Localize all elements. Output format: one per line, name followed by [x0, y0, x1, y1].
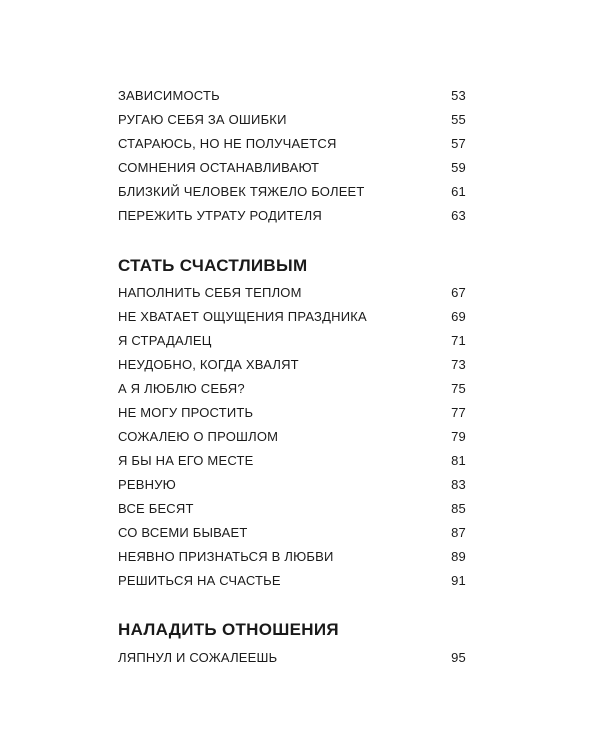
- entry-page-number: 69: [451, 308, 466, 324]
- entry-title: ЛЯПНУЛ И СОЖАЛЕЕШЬ: [118, 649, 278, 665]
- entry-title: Я БЫ НА ЕГО МЕСТЕ: [118, 452, 254, 468]
- entry-title: Я СТРАДАЛЕЦ: [118, 332, 212, 348]
- entry-page-number: 89: [451, 548, 466, 564]
- entry-page-number: 95: [451, 649, 466, 665]
- entry-title: РЕШИТЬСЯ НА СЧАСТЬЕ: [118, 572, 281, 588]
- entry-title: ПЕРЕЖИТЬ УТРАТУ РОДИТЕЛЯ: [118, 207, 322, 223]
- entry-title: РУГАЮ СЕБЯ ЗА ОШИБКИ: [118, 111, 287, 127]
- entry-title: А Я ЛЮБЛЮ СЕБЯ?: [118, 380, 245, 396]
- entry-title: НЕЯВНО ПРИЗНАТЬСЯ В ЛЮБВИ: [118, 548, 334, 564]
- toc-entry[interactable]: [118, 109, 466, 129]
- entry-page-number: 87: [451, 524, 466, 540]
- entry-page-number: 53: [451, 87, 466, 103]
- entry-page-number: 85: [451, 500, 466, 516]
- toc-entry[interactable]: [118, 306, 466, 326]
- entry-title: ЗАВИСИМОСТЬ: [118, 87, 220, 103]
- entry-page-number: 57: [451, 135, 466, 151]
- toc-entry[interactable]: [118, 205, 466, 225]
- toc-entry[interactable]: [118, 354, 466, 374]
- entry-title: СОМНЕНИЯ ОСТАНАВЛИВАЮТ: [118, 159, 320, 175]
- toc-entry[interactable]: [118, 157, 466, 177]
- toc-entry[interactable]: [118, 282, 466, 302]
- entry-title: СО ВСЕМИ БЫВАЕТ: [118, 524, 248, 540]
- entry-page-number: 67: [451, 284, 466, 300]
- toc-entry[interactable]: [118, 522, 466, 542]
- toc-entry[interactable]: [118, 330, 466, 350]
- toc-entry[interactable]: [118, 133, 466, 153]
- entry-title: НЕ МОГУ ПРОСТИТЬ: [118, 404, 254, 420]
- entry-page-number: 73: [451, 356, 466, 372]
- entry-page-number: 81: [451, 452, 466, 468]
- entry-title: СОЖАЛЕЮ О ПРОШЛОМ: [118, 428, 279, 444]
- entry-page-number: 55: [451, 111, 466, 127]
- entry-page-number: 79: [451, 428, 466, 444]
- entry-page-number: 63: [451, 207, 466, 223]
- entry-title: СТАРАЮСЬ, НО НЕ ПОЛУЧАЕТСЯ: [118, 135, 337, 151]
- entry-page-number: 77: [451, 404, 466, 420]
- entry-title: БЛИЗКИЙ ЧЕЛОВЕК ТЯЖЕЛО БОЛЕЕТ: [118, 183, 365, 199]
- toc-entry[interactable]: [118, 647, 466, 667]
- entry-title: ВСЕ БЕСЯТ: [118, 500, 194, 516]
- entry-page-number: 59: [451, 159, 466, 175]
- entry-page-number: 61: [451, 183, 466, 199]
- entry-title: НЕУДОБНО, КОГДА ХВАЛЯТ: [118, 356, 299, 372]
- entry-page-number: 71: [451, 332, 466, 348]
- toc-entry[interactable]: [118, 570, 466, 590]
- entry-page-number: 83: [451, 476, 466, 492]
- section-heading: НАЛАДИТЬ ОТНОШЕНИЯ: [118, 620, 339, 639]
- toc-entry[interactable]: [118, 450, 466, 470]
- entry-title: НЕ ХВАТАЕТ ОЩУЩЕНИЯ ПРАЗДНИКА: [118, 308, 367, 324]
- toc-entry[interactable]: [118, 181, 466, 201]
- entry-title: НАПОЛНИТЬ СЕБЯ ТЕПЛОМ: [118, 284, 302, 300]
- toc-entry[interactable]: [118, 498, 466, 518]
- section-heading: СТАТЬ СЧАСТЛИВЫМ: [118, 256, 308, 275]
- entry-page-number: 91: [451, 572, 466, 588]
- entry-title: РЕВНУЮ: [118, 476, 176, 492]
- toc-entry[interactable]: [118, 85, 466, 105]
- toc-entry[interactable]: [118, 474, 466, 494]
- toc-entry[interactable]: [118, 402, 466, 422]
- toc-entry[interactable]: [118, 546, 466, 566]
- toc-entry[interactable]: [118, 378, 466, 398]
- entry-page-number: 75: [451, 380, 466, 396]
- toc-entry[interactable]: [118, 426, 466, 446]
